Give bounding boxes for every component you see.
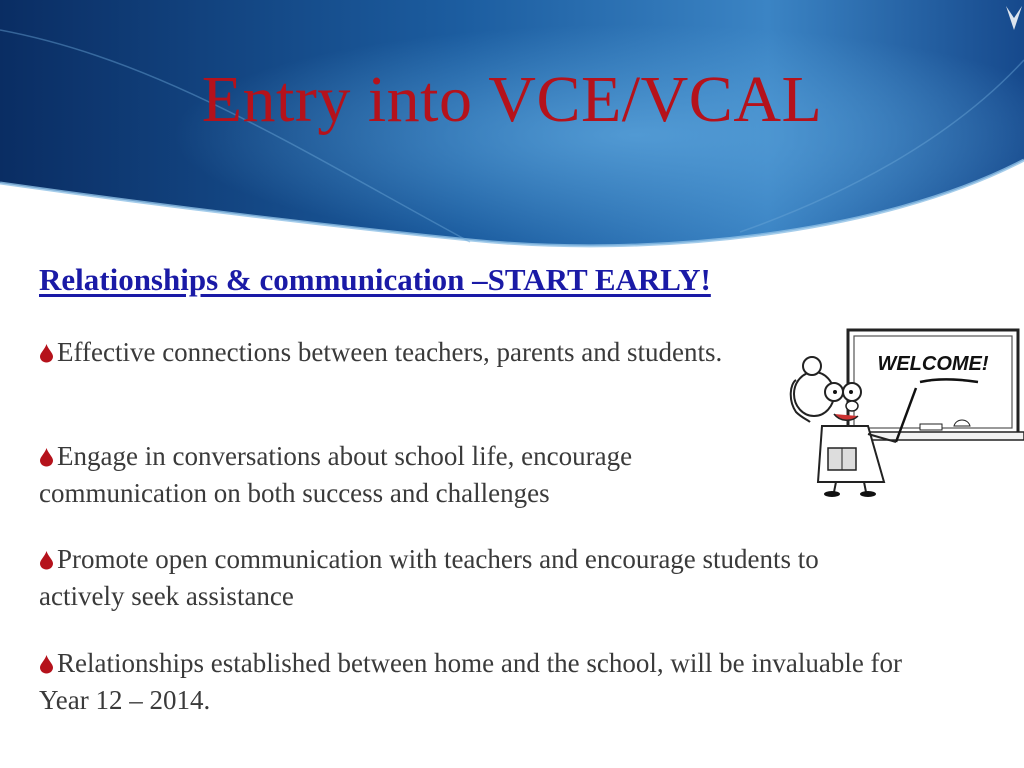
slide-title: Entry into VCE/VCAL — [201, 63, 823, 136]
drop-bullet-icon — [39, 343, 54, 363]
bullet-text: Relationships established between home and the school, will be invaluable for Year 12 – 2014. — [39, 648, 903, 715]
drop-bullet-icon — [39, 550, 54, 570]
teacher-welcome-illustration — [788, 322, 1024, 497]
bullet-text: Promote open communication with teachers and encourage students to actively seek assistance — [39, 544, 819, 611]
bullet-text: Engage in conversations about school life, encourage communication on both success and challenges — [39, 441, 633, 508]
bullet-text: Effective connections between teachers, parents and students. — [57, 337, 723, 367]
bullet-item — [39, 334, 759, 371]
slide-subtitle: Relationships & communication –START EARLY! — [39, 262, 711, 297]
bullet-item — [39, 541, 869, 615]
drop-bullet-icon — [39, 447, 54, 467]
drop-bullet-icon — [39, 654, 54, 674]
welcome-board-text: WELCOME! — [877, 353, 989, 375]
bullet-item — [39, 438, 779, 512]
bullet-item — [39, 645, 919, 719]
